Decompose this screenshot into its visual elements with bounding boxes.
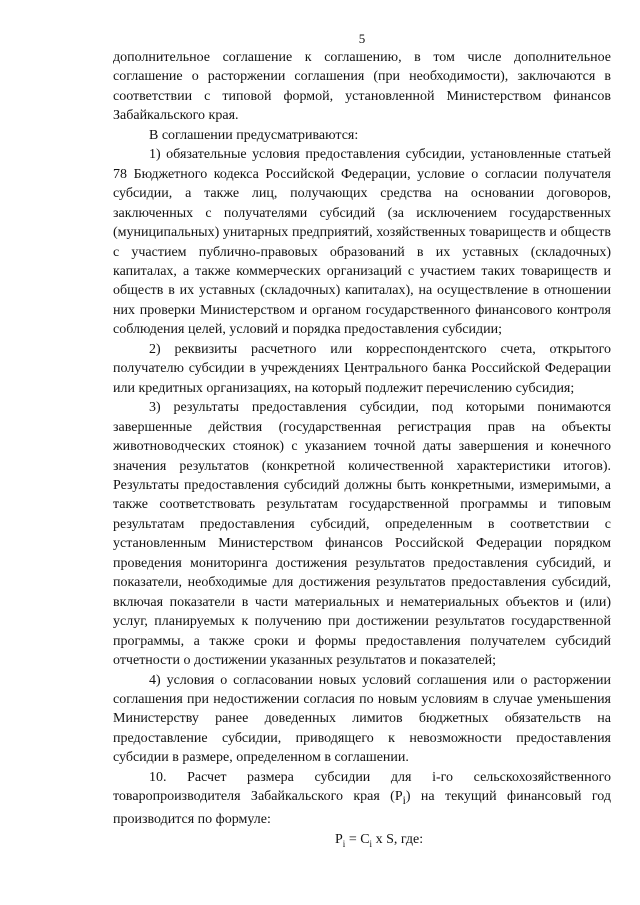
item-10-subscript: i (402, 794, 406, 808)
document-page (113, 30, 611, 849)
paragraph-agreement-form: дополнительное соглашение к соглашению, в том числе дополнительное соглашение о расторжении соглашения (при необходимости), заключаются в соответствии с типовой формой, установленной Министерством финансов Забайкальского края. (113, 50, 611, 124)
item-10-text-start: 10. Расчет размера субсидии для i-го сельскохозяйственного товаропроизводителя Забайкальского края (P (113, 769, 611, 805)
item-10-text-end: ) на текущий финансовый год производится по формуле: (113, 789, 611, 828)
subsidy-formula (113, 830, 611, 849)
formula-rest: x S, где: (372, 831, 424, 847)
paragraph-agreement-provisions: В соглашении предусматриваются: (149, 127, 359, 143)
paragraph-item-3-results: 3) результаты предоставления субсидии, под которыми понимаются завершенные действия (государственная регистрация прав на объекты животноводческих стоянок) с указанием точной даты завершения и конечного значения результатов (конкретной количественной характеристики итогов). Результаты предоставления субсидий должны быть конкретными, измеримыми, а также соответствовать результатам государственной программы и типовым результатам предоставления субсидий, определенным в соответствии с установленным Министерством финансов Российской Федерации порядком проведения мониторинга достижения результатов предоставления субсидий, и показатели, необходимые для достижения результатов предоставления субсидий, включая показатели в части материальных и нематериальных объектов и (или) услуг, планируемых к получению при достижении результатов государственной программы, а также сроки и формы предоставления получателем субсидий отчетности о достижении указанных результатов и показателей; (113, 400, 611, 669)
formula-p-subscript: i (342, 838, 346, 849)
paragraph-item-10-calculation (113, 768, 611, 830)
paragraph-item-4-renegotiation: 4) условия о согласовании новых условий соглашения или о расторжении соглашения при недостижении согласия по новым условиям в случае уменьшения Министерству ранее доведенных лимитов бюджетных обязательств на предоставление субсидии, приводящего к невозможности предоставления субсидии в размере, определенном в соглашении. (113, 672, 611, 766)
formula-equals-c: = C (345, 831, 370, 847)
page-number: 5 (358, 31, 366, 46)
paragraph-item-2-bank-details: 2) реквизиты расчетного или корреспондентского счета, открытого получателю субсидии в учреждениях Центрального банка Российской Федерации или кредитных организациях, на который подлежит перечислению субсидия; (113, 341, 611, 396)
formula-p: P (335, 831, 343, 847)
paragraph-item-1-conditions: 1) обязательные условия предоставления субсидии, установленные статьей 78 Бюджетного кодекса Российской Федерации, условие о согласии получателя субсидии, а также лиц, получающих средства на основании договоров, заключенных с получателями субсидий (за исключением государственных (муниципальных) унитарных предприятий, хозяйственных товариществ и обществ с участием публично-правовых образований в их уставных (складочных) капиталах, а также коммерческих организаций с участием таких товариществ и обществ в их уставных (складочных) капиталах), на осуществление в отношении них проверки Министерством и органом государственного финансового контроля соблюдения целей, условий и порядка предоставления субсидии; (113, 147, 611, 338)
formula-c-subscript: i (369, 838, 373, 849)
